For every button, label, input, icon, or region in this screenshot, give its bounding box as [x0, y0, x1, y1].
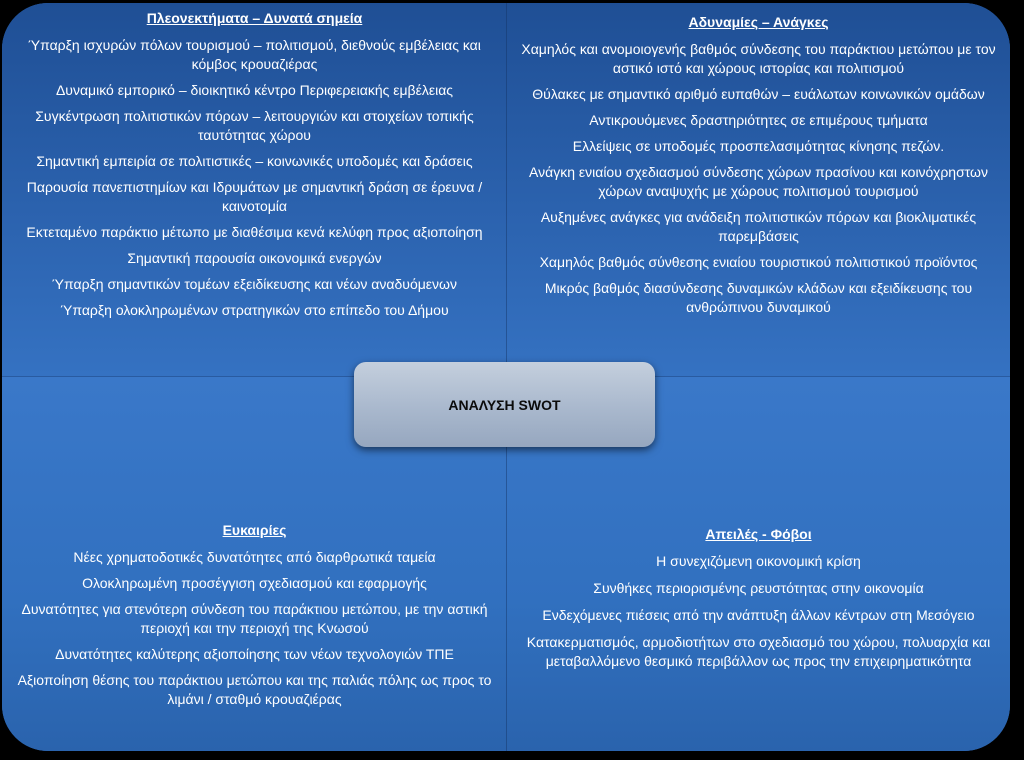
list-item: Σημαντική παρουσία οικονομικά ενεργών [127, 250, 382, 266]
strengths-quadrant [2, 3, 507, 377]
opportunities-list [10, 548, 499, 709]
list-item: Σημαντική εμπειρία σε πολιτιστικές – κοινωνικές υποδομές και δράσεις [36, 153, 473, 169]
list-item: Ολοκληρωμένη προσέγγιση σχεδιασμού και εφαρμογής [82, 575, 427, 591]
weaknesses-heading: Αδυναμίες – Ανάγκες [688, 14, 829, 30]
list-item: Δυνατότητες καλύτερης αξιοποίησης των νέων τεχνολογιών ΤΠΕ [55, 646, 454, 662]
center-label-text: ΑΝΑΛΥΣΗ SWOT [448, 396, 561, 413]
list-item: Αξιοποίηση θέσης του παράκτιου μετώπου και της παλιάς πόλης ως προς το λιμάνι / σταθμό κρουαζιέρας [17, 672, 492, 707]
list-item: Ύπαρξη σημαντικών τομέων εξειδίκευσης και νέων αναδυόμενων [52, 276, 457, 292]
list-item: Ενδεχόμενες πιέσεις από την ανάπτυξη άλλων κέντρων στη Μεσόγειο [542, 607, 975, 623]
list-item: Συνθήκες περιορισμένης ρευστότητας στην οικονομία [593, 580, 924, 596]
strengths-list [10, 36, 499, 320]
swot-board [2, 3, 1010, 751]
list-item: Αντικρουόμενες δραστηριότητες σε επιμέρους τμήματα [589, 112, 928, 128]
list-item: Ελλείψεις σε υποδομές προσπελασιμότητας κίνησης πεζών. [572, 138, 945, 154]
list-item: Εκτεταμένο παράκτιο μέτωπο με διαθέσιμα κενά κελύφη προς αξιοποίηση [26, 224, 483, 240]
weaknesses-list [521, 40, 996, 317]
list-item: Η συνεχιζόμενη οικονομική κρίση [656, 553, 861, 569]
list-item: Κατακερματισμός, αρμοδιοτήτων στο σχεδιασμό του χώρου, πολυαρχία και μεταβαλλόμενο θεσμικό περιβάλλον ως προς την επιχειρηματικότητα [526, 634, 991, 669]
list-item: Δυναμικό εμπορικό – διοικητικό κέντρο Περιφερειακής εμβέλειας [55, 82, 454, 98]
list-item: Θύλακες με σημαντικό αριθμό ευπαθών – ευάλωτων κοινωνικών ομάδων [532, 86, 985, 102]
list-item: Δυνατότητες για στενότερη σύνδεση του παράκτιου μετώπου, με την αστική περιοχή και την περιοχή της Κνωσού [21, 601, 488, 636]
list-item: Παρουσία πανεπιστημίων και Ιδρυμάτων με σημαντική δράση σε έρευνα / καινοτομία [26, 179, 483, 214]
list-item: Μικρός βαθμός διασύνδεσης δυναμικών κλάδων και εξειδίκευσης του ανθρώπινου δυναμικού [544, 280, 973, 315]
list-item: Νέες χρηματοδοτικές δυνατότητες από διαρθρωτικά ταμεία [73, 549, 436, 565]
swot-center-label [354, 362, 655, 447]
strengths-heading: Πλεονεκτήματα – Δυνατά σημεία [146, 10, 363, 26]
list-item: Αυξημένες ανάγκες για ανάδειξη πολιτιστικών πόρων και βιοκλιματικές παρεμβάσεις [540, 209, 977, 244]
list-item: Χαμηλός και ανομοιογενής βαθμός σύνδεσης του παράκτιου μετώπου με τον αστικό ιστό και χώρους ιστορίας και πολιτισμού [521, 41, 996, 76]
list-item: Ανάγκη ενιαίου σχεδιασμού σύνδεσης χώρων πρασίνου και κοινόχρηστων χώρων αναψυχής με χώρους πολιτισμού τουρισμού [529, 164, 988, 199]
threats-list [521, 552, 996, 671]
list-item: Ύπαρξη ολοκληρωμένων στρατηγικών στο επίπεδο του Δήμου [60, 302, 449, 318]
opportunities-heading: Ευκαιρίες [222, 522, 287, 538]
weaknesses-quadrant [507, 3, 1010, 377]
list-item: Ύπαρξη ισχυρών πόλων τουρισμού – πολιτισμού, διεθνούς εμβέλειας και κόμβος κρουαζιέρας [28, 37, 481, 72]
list-item: Συγκέντρωση πολιτιστικών πόρων – λειτουργιών και στοιχείων τοπικής ταυτότητας χώρου [35, 108, 474, 143]
threats-heading: Απειλές - Φόβοι [705, 526, 812, 542]
list-item: Χαμηλός βαθμός σύνθεσης ενιαίου τουριστικού πολιτιστικού προϊόντος [539, 254, 978, 270]
